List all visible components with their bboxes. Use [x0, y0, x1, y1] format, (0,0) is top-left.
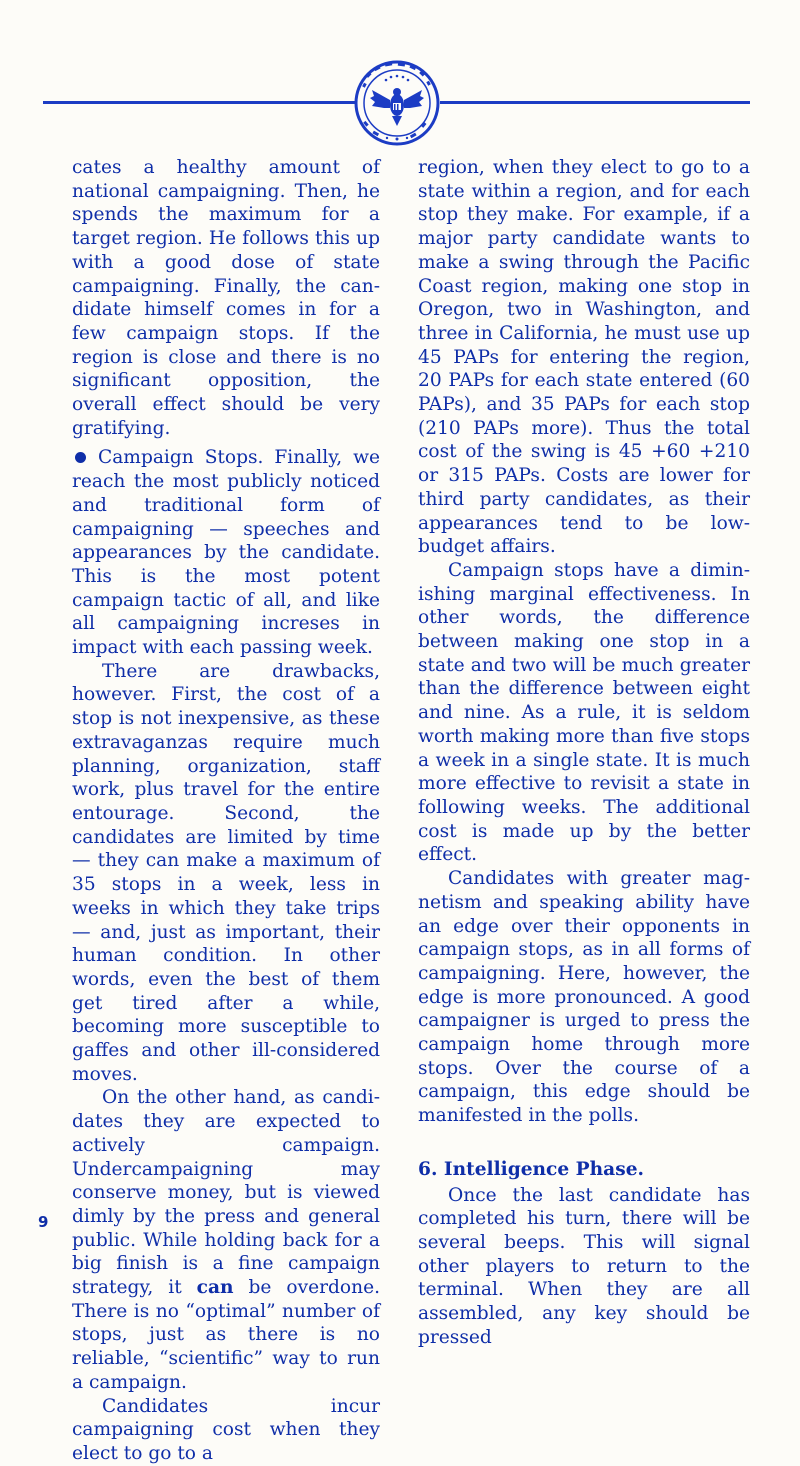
header-rule-left [43, 101, 355, 104]
right-paragraph-1: region, when they elect to go to a state within a region, and for each stop they make. For example, if a major party candidate wants to make a swing through the Pacific Coast region, making one stop in Oregon, two in Washington, and three in California, he must use up 45 PAPs for entering the region, 20 PAPs for each state entered (60 PAPs), and 35 PAPs for each stop (210 PAPs more). Thus the total cost of the swing is 45 +60 +210 or 315 PAPs. Costs are lower for third party candidates, as their appearances tend to be low-budget affairs. [418, 157, 750, 558]
left-paragraph-1: cates a healthy amount of national campaigning. Then, he spends the maximum for a target region. He follows this up with a good dose of state campaigning. Finally, the candidate himself comes in for a few campaign stops. If the region is close and there is no significant opposition, the overall effect should be very gratifying. [72, 157, 380, 439]
left-paragraph-4 [72, 1086, 380, 1394]
left-paragraph-4-after: be overdone. There is no “optimal” number of stops, just as there is no reliable, “scientific” way to run a campaign. [72, 1277, 380, 1393]
left-column [72, 156, 380, 1466]
presidential-seal-icon [354, 60, 440, 146]
page-number: 9 [38, 1213, 49, 1231]
emphasis-can: can [196, 1277, 234, 1299]
section-heading: 6. Intelligence Phase. [418, 1158, 645, 1180]
right-column [418, 156, 750, 1349]
bullet-icon [75, 452, 86, 463]
left-paragraph-3: There are drawbacks, however. First, the cost of a stop is not inexpensive, as these extravaganzas require much planning, organization, staff work, plus travel for the entire entourage. Second, the candidates are limited by time — they can make a maximum of 35 stops in a week, less in weeks in which they take trips — and, just as important, their human condition. In other words, even the best of them get tired after a while, becoming more susceptible to gaffes and other ill-considered moves. [72, 660, 380, 1085]
left-paragraph-4-before: On the other hand, as candidates they are expected to actively campaign. Undercampaigning may conserve money, but is viewed dimly by the press and general public. While holding back for a big finish is a fine campaign strategy, it [72, 1087, 380, 1299]
campaign-stops-text: Campaign Stops. Finally, we reach the most publicly noticed and traditional form of campaigning — speeches and appearances by the candidate. This is the most potent campaign tactic of all, and like all campaigning increses in impact with each passing week. [72, 447, 380, 659]
right-paragraph-3: Candidates with greater magnetism and speaking ability have an edge over their opponents in campaign stops, as in all forms of campaigning. Here, however, the edge is more pronounced. A good campaigner is urged to press the campaign home through more stops. Over the course of a campaign, this edge should be manifested in the polls. [418, 868, 750, 1127]
right-paragraph-2: Campaign stops have a diminishing marginal effectiveness. In other words, the difference between making one stop in a state and two will be much greater than the difference between eight and nine. As a rule, it is seldom worth making more than five stops a week in a single state. It is much more effective to revisit a state in following weeks. The additional cost is made up by the better effect. [418, 559, 750, 866]
left-paragraph-5: Candidates incur campaigning cost when they elect to go to a [72, 1395, 380, 1464]
campaign-stops-paragraph [72, 446, 380, 659]
right-paragraph-4: Once the last candidate has completed his turn, there will be several beeps. This will signal other players to return to the terminal. When they are all assembled, any key should be pressed [418, 1184, 750, 1348]
header-rule-right [440, 101, 750, 104]
